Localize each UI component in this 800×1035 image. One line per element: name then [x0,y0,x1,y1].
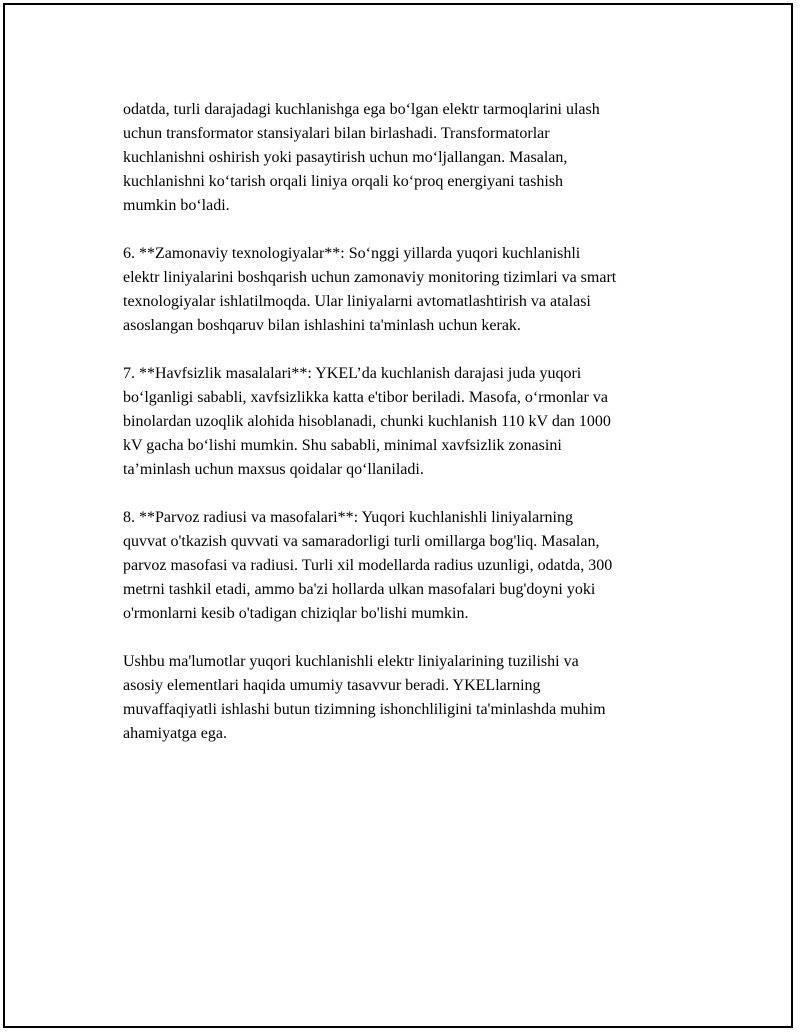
text-line: bo‘lganligi sababli, xavfsizlikka katta e'tibor beriladi. Masofa, o‘rmonlar va [123,389,608,406]
paragraph-transformator [123,98,703,218]
page-content [123,98,703,770]
text-line: 7. **Havfsizlik masalalari**: YKEL’da kuchlanish darajasi juda yuqori [123,365,582,382]
text-line: kV gacha bo‘lishi mumkin. Shu sababli, minimal xavfsizlik zonasini [123,437,562,454]
paragraph-zamonaviy-texnologiyalar [123,242,703,338]
text-line: ahamiyatga ega. [123,725,227,742]
text-line: quvvat o'tkazish quvvati va samaradorligi turli omillarga bog'liq. Masalan, [123,533,600,550]
text-line: 8. **Parvoz radiusi va masofalari**: Yuqori kuchlanishli liniyalarning [123,509,573,526]
text-line: asosiy elementlari haqida umumiy tasavvur beradi. YKELlarning [123,677,541,694]
paragraph-havfsizlik-masalalari [123,362,703,482]
text-line: kuchlanishni ko‘tarish orqali liniya orqali ko‘proq energiyani tashish [123,173,564,190]
text-line: ta’minlash uchun maxsus qoidalar qo‘llaniladi. [123,461,424,478]
text-line: metrni tashkil etadi, ammo ba'zi hollarda ulkan masofalari bug'doyni yoki [123,581,596,598]
page-frame [3,3,793,1028]
paragraph-parvoz-radiusi [123,506,703,626]
text-line: uchun transformator stansiyalari bilan birlashadi. Transformatorlar [123,125,550,142]
text-line: parvoz masofasi va radiusi. Turli xil modellarda radius uzunligi, odatda, 300 [123,557,613,574]
text-line: asoslangan boshqaruv bilan ishlashini ta'minlash uchun kerak. [123,317,521,334]
text-line: elektr liniyalarini boshqarish uchun zamonaviy monitoring tizimlari va smart [123,269,617,286]
paragraph-conclusion [123,650,703,746]
text-line: texnologiyalar ishlatilmoqda. Ular liniyalarni avtomatlashtirish va atalasi [123,293,591,310]
text-line: kuchlanishni oshirish yoki pasaytirish uchun mo‘ljallangan. Masalan, [123,149,568,166]
text-line: 6. **Zamonaviy texnologiyalar**: So‘nggi yillarda yuqori kuchlanishli [123,245,581,262]
text-line: muvaffaqiyatli ishlashi butun tizimning ishonchliligini ta'minlashda muhim [123,701,606,718]
text-line: odatda, turli darajadagi kuchlanishga ega bo‘lgan elektr tarmoqlarini ulash [123,101,600,118]
text-line: binolardan uzoqlik alohida hisoblanadi, chunki kuchlanish 110 kV dan 1000 [123,413,611,430]
text-line: mumkin bo‘ladi. [123,197,230,214]
text-line: o'rmonlarni kesib o'tadigan chiziqlar bo'lishi mumkin. [123,605,469,622]
text-line: Ushbu ma'lumotlar yuqori kuchlanishli elektr liniyalarining tuzilishi va [123,653,579,670]
